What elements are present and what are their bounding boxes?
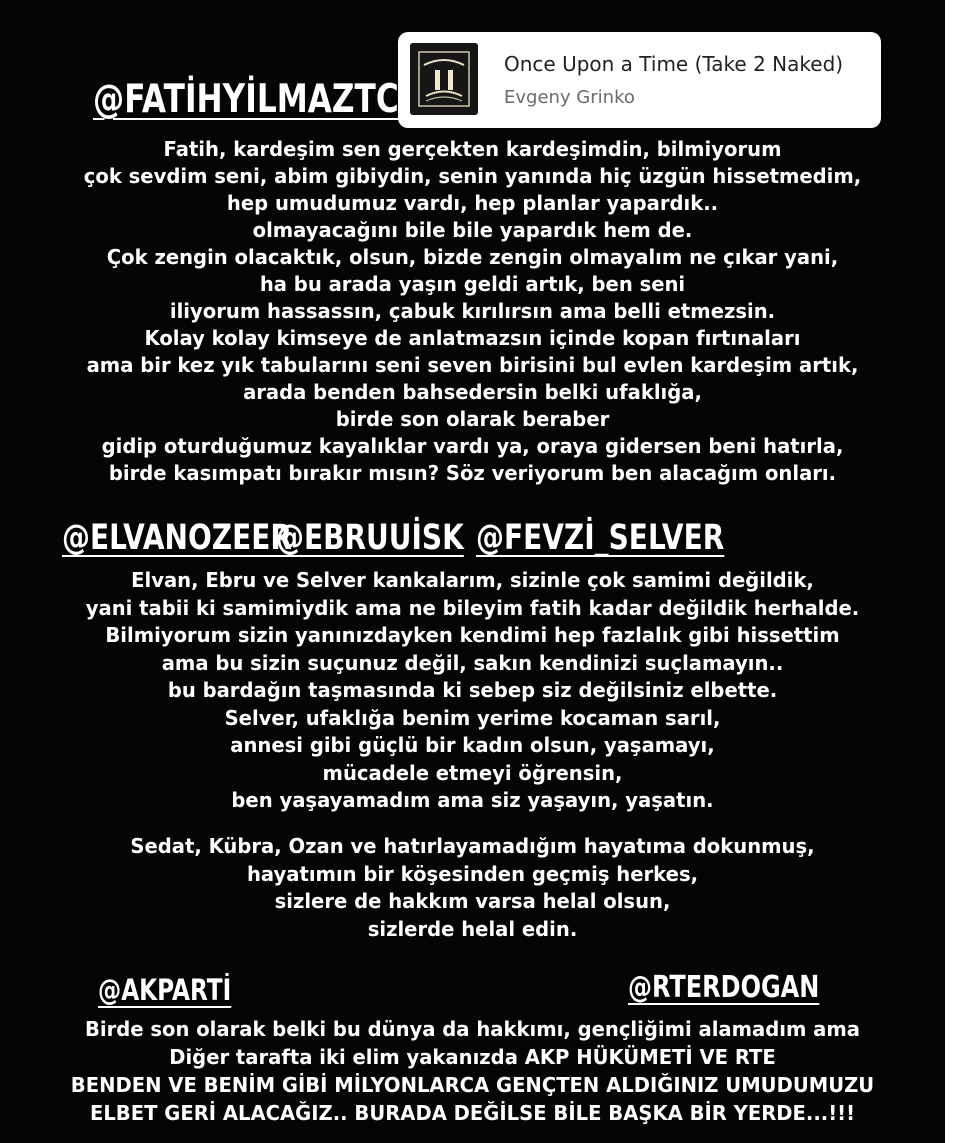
message-to-friends [0, 567, 945, 815]
text-line: iliyorum hassassın, çabuk kırılırsın ama belli etmezsin. [169, 299, 776, 323]
mention-fatihyilmaztc[interactable]: @FATİHYİLMAZTC [93, 77, 399, 122]
album-art-icon [410, 43, 478, 115]
text-line: annesi gibi güçlü bir kadın olsun, yaşamayı, [230, 733, 715, 757]
text-line: Birde son olarak belki bu dünya da hakkımı, gençliğimi alamadım ama [84, 1017, 860, 1041]
text-line: Selver, ufaklığa benim yerime kocaman sarıl, [224, 705, 721, 730]
text-line: hep umudumuz vardı, hep planlar yapardık.. [226, 191, 719, 215]
text-line: ama bu sizin suçunuz değil, sakın kendinizi suçlamayın.. [161, 650, 784, 675]
final-message [0, 1015, 945, 1127]
text-line: Diğer tarafta iki elim yakanızda AKP HÜKÜMETİ VE RTE [169, 1045, 776, 1069]
text-line: sizlerde helal edin. [367, 916, 578, 941]
text-line: Bilmiyorum sizin yanınızdayken kendimi hep fazlalık gibi hissettim [105, 623, 840, 647]
text-line: ELBET GERİ ALACAĞIZ.. BURADA DEĞİLSE BİLE BAŞKA BİR YERDE...!!! [89, 1101, 856, 1125]
text-line: Sedat, Kübra, Ozan ve hatırlayamadığım hayatıma dokunmuş, [130, 834, 815, 858]
message-to-fatih [0, 136, 945, 487]
text-line: olmayacağını bile bile yapardık hem de. [252, 218, 693, 242]
mention-elvanozeer[interactable]: @ELVANOZEER [62, 518, 292, 558]
text-line: gidip oturduğumuz kayalıklar vardı ya, oraya gidersen beni hatırla, [101, 434, 844, 458]
text-line: arada benden bahsedersin belki ufaklığa, [243, 380, 702, 404]
album-cover-image [410, 43, 478, 115]
mention-fevzi-selver[interactable]: @FEVZİ_SELVER [476, 518, 725, 558]
text-line: Kolay kolay kimseye de anlatmazsın içinde kopan fırtınaları [144, 326, 801, 350]
message-to-others [0, 833, 945, 943]
text-line: ha bu arada yaşın geldi artık, ben seni [259, 272, 686, 296]
mention-rterdogan[interactable]: @RTERDOGAN [628, 970, 820, 1005]
text-line: sizlere de hakkım varsa helal olsun, [274, 889, 671, 913]
text-line: birde son olarak beraber [335, 407, 610, 431]
text-line: ben yaşayamadım ama siz yaşayın, yaşatın. [231, 788, 714, 812]
mention-ebruuisk[interactable]: @EBRUUİSK [276, 518, 464, 558]
text-line: mücadele etmeyi öğrensin, [322, 760, 623, 785]
text-line: yani tabii ki samimiydik ama ne bileyim fatih kadar değildik herhalde. [85, 595, 860, 620]
mention-akparti[interactable]: @AKPARTİ [98, 973, 232, 1007]
text-line: Fatih, kardeşim sen gerçekten kardeşimdin, bilmiyorum [163, 137, 782, 161]
right-edge-strip [945, 0, 954, 1143]
text-line: birde kasımpatı bırakır mısın? Söz veriyorum ben alacağım onları. [108, 461, 837, 485]
text-line: Elvan, Ebru ve Selver kankalarım, sizinle çok samimi değildik, [131, 568, 814, 592]
text-line: hayatımın bir köşesinden geçmiş herkes, [246, 861, 699, 886]
text-line: çok sevdim seni, abim gibiydin, senin yanında hiç üzgün hissetmedim, [83, 164, 862, 188]
song-title: Once Upon a Time (Take 2 Naked) [504, 52, 844, 76]
text-line: Çok zengin olacaktık, olsun, bizde zengin olmayalım ne çıkar yani, [106, 245, 839, 269]
text-line: BENDEN VE BENİM GİBİ MİLYONLARCA GENÇTEN ALDIĞINIZ UMUDUMUZU [70, 1073, 875, 1097]
song-artist: Evgeny Grinko [504, 87, 635, 108]
text-line: bu bardağın taşmasında ki sebep siz değilsiniz elbette. [167, 678, 778, 702]
music-sticker[interactable] [398, 32, 881, 128]
text-line: ama bir kez yık tabularını seni seven birisini bul evlen kardeşim artık, [86, 353, 859, 377]
